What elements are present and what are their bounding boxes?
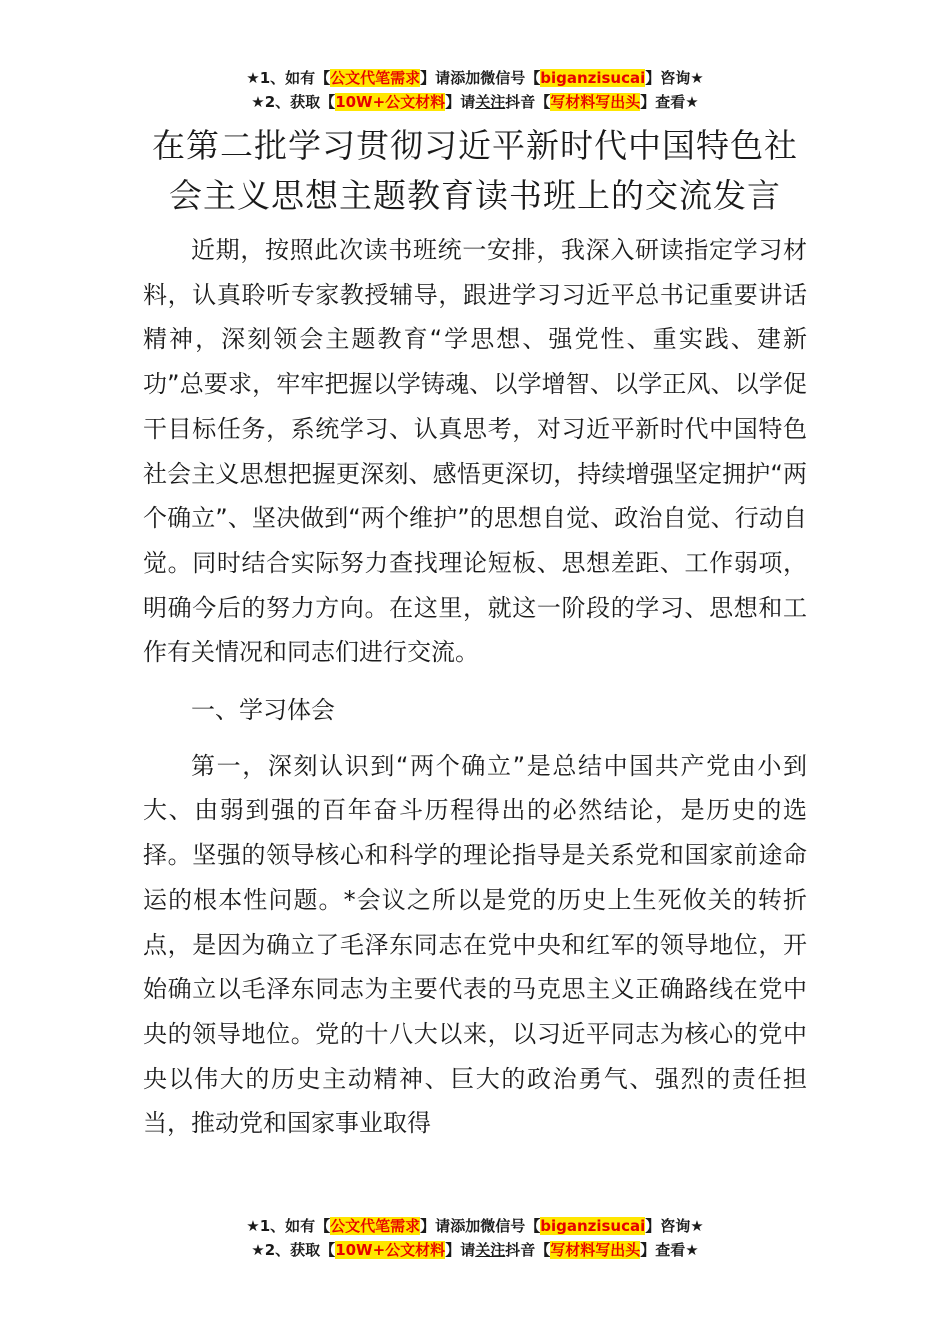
banner-text: ★1、如有【 xyxy=(246,69,331,87)
banner-highlight: 10W+公文材料 xyxy=(335,1241,446,1259)
banner-text: 】请 xyxy=(445,1241,476,1259)
banner-text: 微信号【 xyxy=(480,69,541,87)
banner-text: 】请 xyxy=(420,69,451,87)
banner-line-1 xyxy=(0,1214,950,1238)
banner-wechat-id: biganzisucai xyxy=(540,69,646,87)
banner-text: ★1、如有【 xyxy=(246,1217,331,1235)
banner-text: 添加 xyxy=(450,1217,481,1235)
banner-highlight: 公文代笔需求 xyxy=(330,1217,421,1235)
banner-text: 】请 xyxy=(420,1217,451,1235)
banner-douyin-id: 写材料写出头 xyxy=(550,1241,641,1259)
banner-highlight: 公文代笔需求 xyxy=(330,69,421,87)
document-title xyxy=(120,121,830,221)
banner-text: 】咨询★ xyxy=(645,1217,704,1235)
banner-text: 添加 xyxy=(450,69,481,87)
section-heading: 一、学习体会 xyxy=(191,696,335,725)
paragraph-first-point: 第一，深刻认识到“两个确立”是总结中国共产党由小到大、由弱到强的百年奋斗历程得出的必然结论，是历史的选择。坚强的领导核心和科学的理论指导是关系党和国家前途命运的根本性问题。*会议之所以是党的历史上生死攸关的转折点，是因为确立了毛泽东同志在党中央和红军的领导地位，开始确立以毛泽东同志为主要代表的马克思主义正确路线在党中央的领导地位。党的十八大以来，以习近平同志为核心的党中央以伟大的历史主动精神、巨大的政治勇气、强烈的责任担当，推动党和国家事业取得 xyxy=(143,751,807,1138)
banner-text: 微信号【 xyxy=(480,1217,541,1235)
banner-highlight: 10W+公文材料 xyxy=(335,93,446,111)
title-line-1: 在第二批学习贯彻习近平新时代中国特色社 xyxy=(152,126,798,165)
banner-douyin-id: 写材料写出头 xyxy=(550,93,641,111)
footer-banner xyxy=(0,1214,950,1262)
banner-text: 抖音【 xyxy=(505,93,551,111)
banner-text: 】请 xyxy=(445,93,476,111)
banner-text: 关注 xyxy=(475,93,506,111)
document-body xyxy=(143,228,807,1146)
banner-text: 抖音【 xyxy=(505,1241,551,1259)
banner-line-2 xyxy=(0,90,950,114)
banner-text: 】查看★ xyxy=(640,93,699,111)
banner-line-1 xyxy=(0,66,950,90)
banner-text: ★2、获取【 xyxy=(251,1241,336,1259)
title-line-2: 会主义思想主题教育读书班上的交流发言 xyxy=(169,176,781,215)
paragraph-intro: 近期，按照此次读书班统一安排，我深入研读指定学习材料，认真聆听专家教授辅导，跟进学习习近平总书记重要讲话精神，深刻领会主题教育“学思想、强党性、重实践、建新功”总要求，牢牢把握以学铸魂、以学增智、以学正风、以学促干目标任务，系统学习、认真思考，对习近平新时代中国特色社会主义思想把握更深刻、感悟更深切，持续增强坚定拥护“两个确立”、坚决做到“两个维护”的思想自觉、政治自觉、行动自觉。同时结合实际努力查找理论短板、思想差距、工作弱项，明确今后的努力方向。在这里，就这一阶段的学习、思想和工作有关情况和同志们进行交流。 xyxy=(143,236,807,667)
banner-text: 】查看★ xyxy=(640,1241,699,1259)
banner-text: 关注 xyxy=(475,1241,506,1259)
banner-text: ★2、获取【 xyxy=(251,93,336,111)
banner-wechat-id: biganzisucai xyxy=(540,1217,646,1235)
header-banner xyxy=(0,66,950,114)
banner-text: 】咨询★ xyxy=(645,69,704,87)
banner-line-2 xyxy=(0,1238,950,1262)
